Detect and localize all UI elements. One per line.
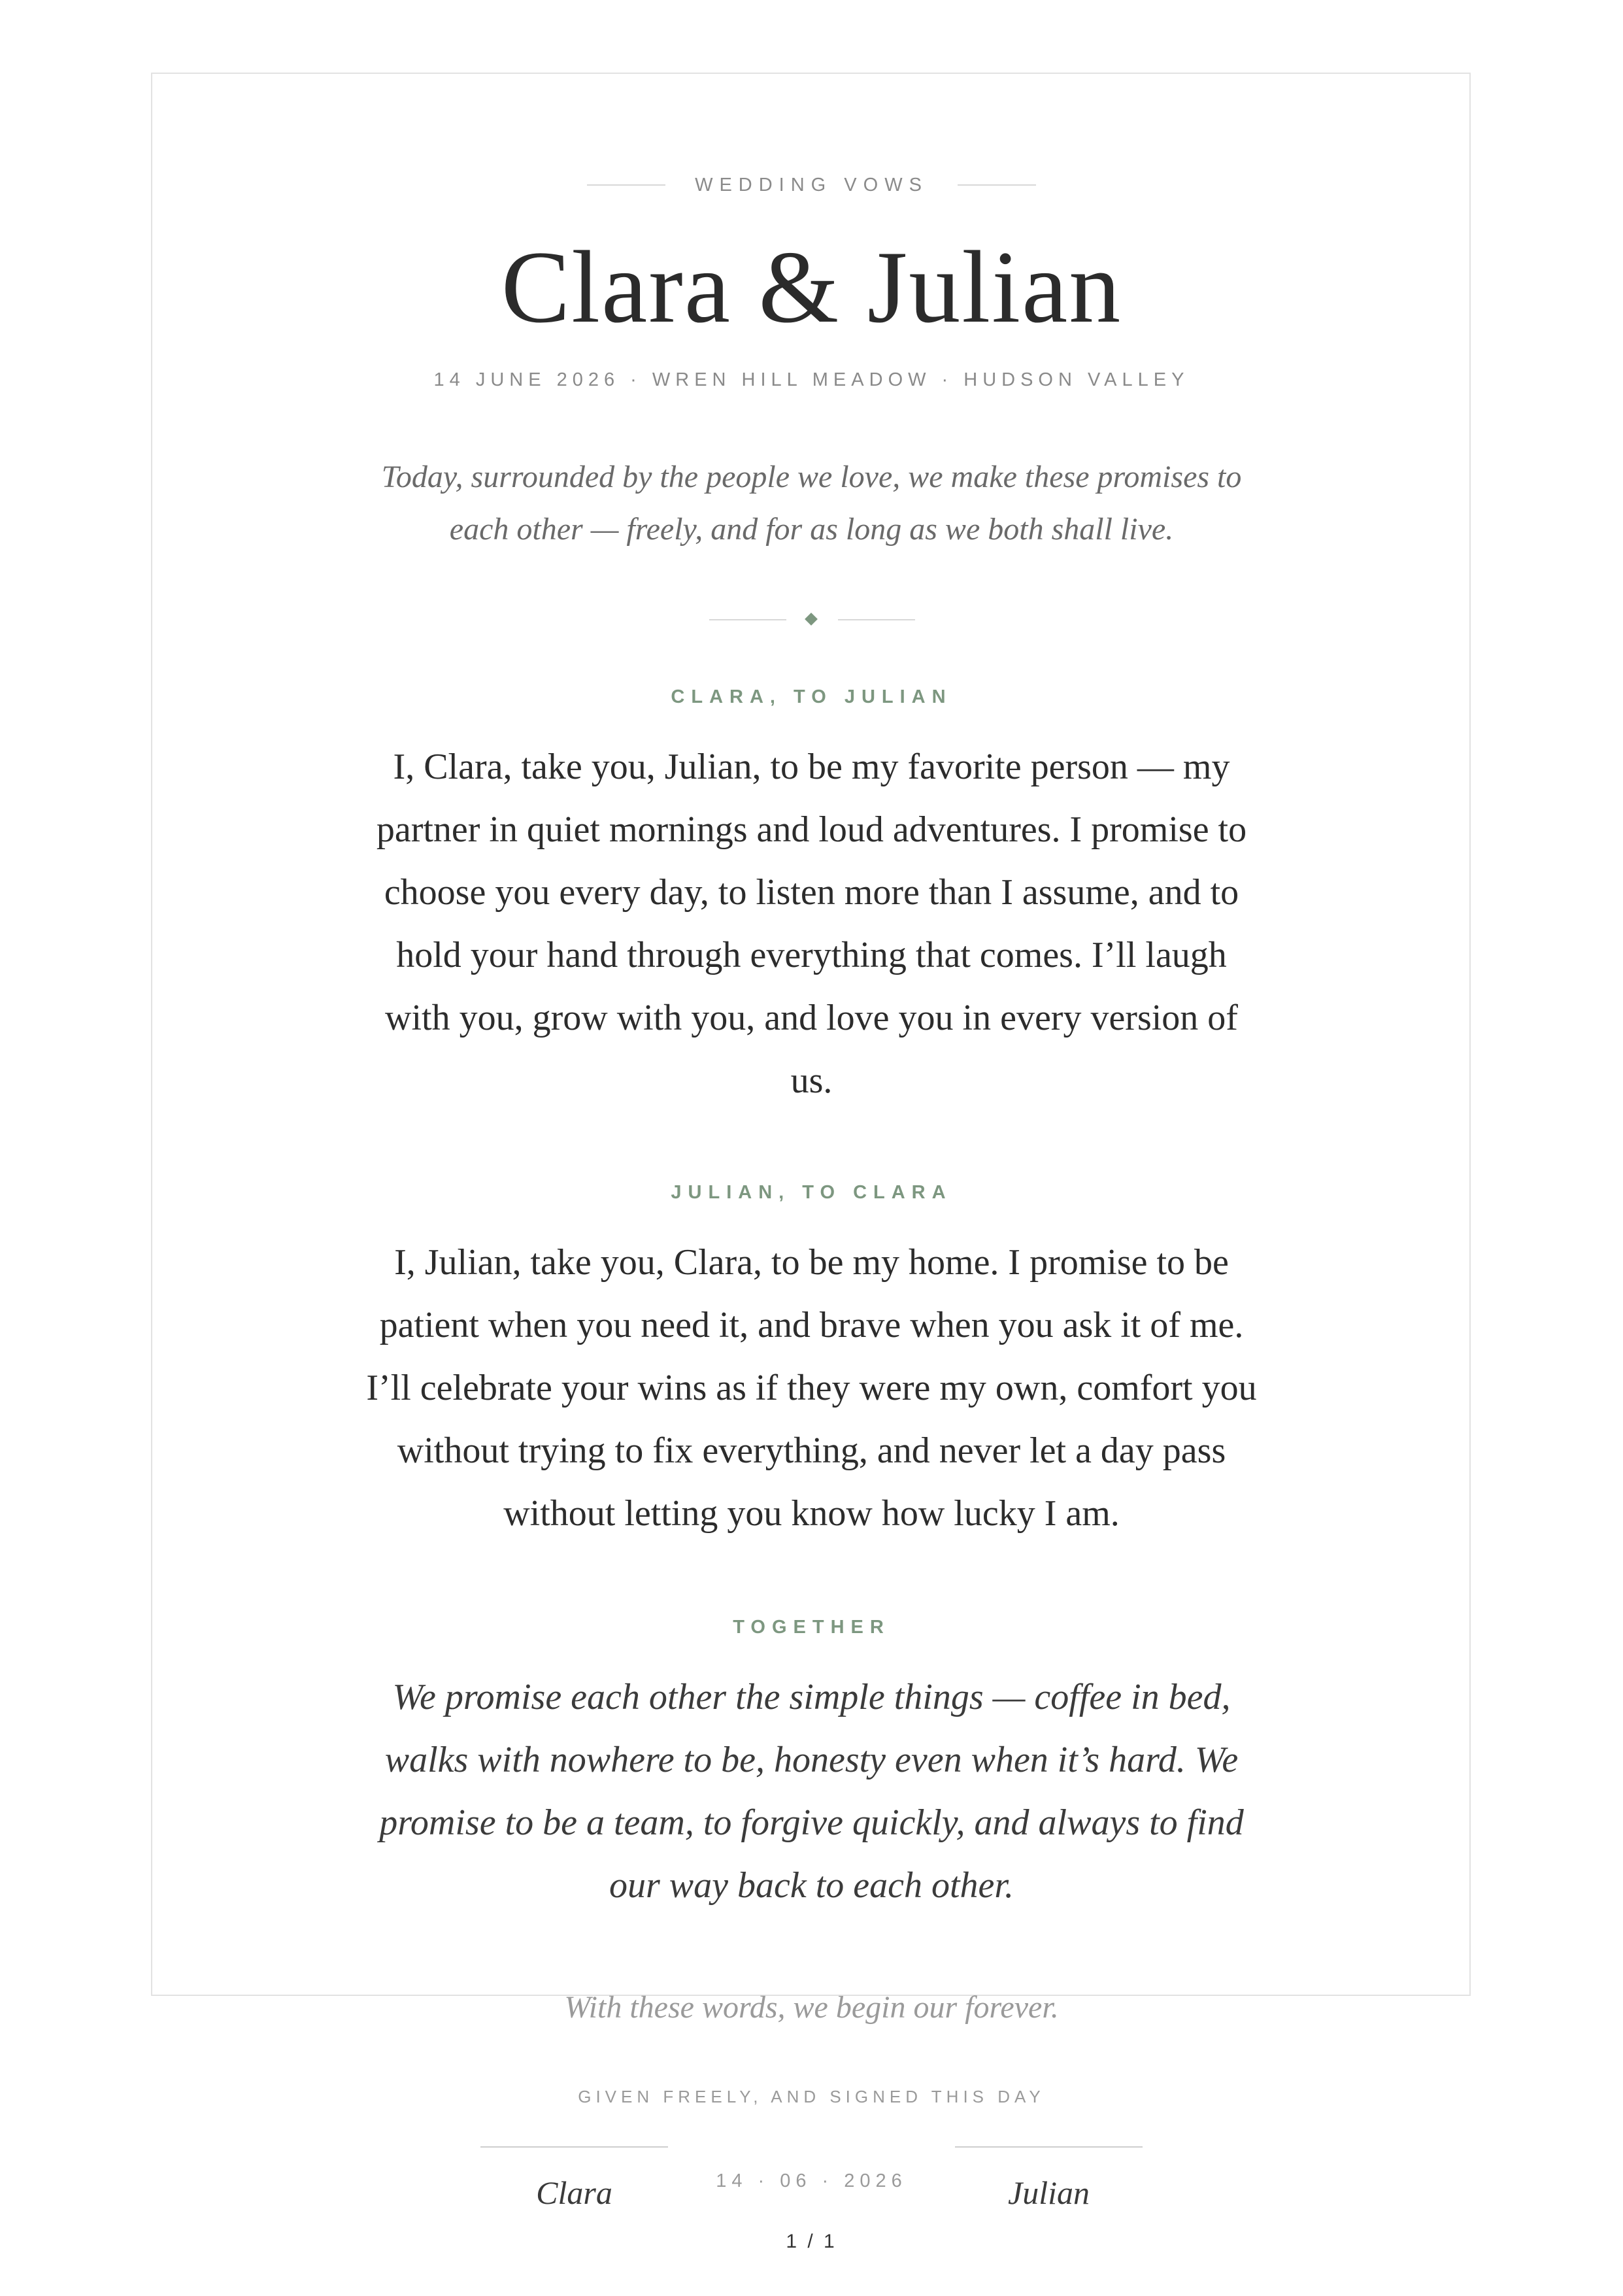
eyebrow-label: WEDDING VOWS xyxy=(695,175,928,195)
signature-line-left xyxy=(480,2146,668,2148)
signature-date: 14 · 06 · 2026 xyxy=(716,2170,907,2191)
divider-rule-right xyxy=(838,619,915,620)
vow-text-together: We promise each other the simple things — coffee in bed, walks with nowhere to be, honesty even when it’s hard. We promise to be a team, to forgive quickly, and always to find our way back to each other. xyxy=(379,1677,1244,1906)
signature-name-right: Julian xyxy=(1008,2174,1090,2211)
vow-text-julian: I, Julian, take you, Clara, to be my home. I promise to be patient when you need it, and brave when you ask it of me. I’ll celebrate your wins as if they were my own, comfort you without trying to fix everything, and never let a day pass without letting you know how lucky I am. xyxy=(366,1242,1257,1534)
vow-heading-clara: CLARA, TO JULIAN xyxy=(671,686,952,707)
signature-name-left: Clara xyxy=(536,2174,612,2211)
intro-text: Today, surrounded by the people we love, we make these promises to each other — freely, and for as long as we both shall live. xyxy=(381,460,1242,547)
signature-label: GIVEN FREELY, AND SIGNED THIS DAY xyxy=(578,2087,1045,2106)
vow-heading-julian: JULIAN, TO CLARA xyxy=(671,1182,952,1203)
divider-rule-left xyxy=(709,619,786,620)
vow-text-clara: I, Clara, take you, Julian, to be my favorite person — my partner in quiet mornings and loud adventures. I promise to choose you every day, to listen more than I assume, and to hold your hand through everything that comes. I’ll laugh with you, grow with you, and love you in every version of us. xyxy=(376,747,1247,1101)
vow-heading-together: TOGETHER xyxy=(733,1617,890,1638)
closing-line: With these words, we begin our forever. xyxy=(564,1990,1059,2025)
wedding-details: 14 JUNE 2026 · WREN HILL MEADOW · HUDSON VALLEY xyxy=(433,369,1190,390)
page-number: 1 / 1 xyxy=(786,2231,837,2252)
signature-line-right xyxy=(955,2146,1143,2148)
couple-names-title: Clara & Julian xyxy=(501,230,1122,345)
eyebrow-rule-right xyxy=(958,184,1036,186)
